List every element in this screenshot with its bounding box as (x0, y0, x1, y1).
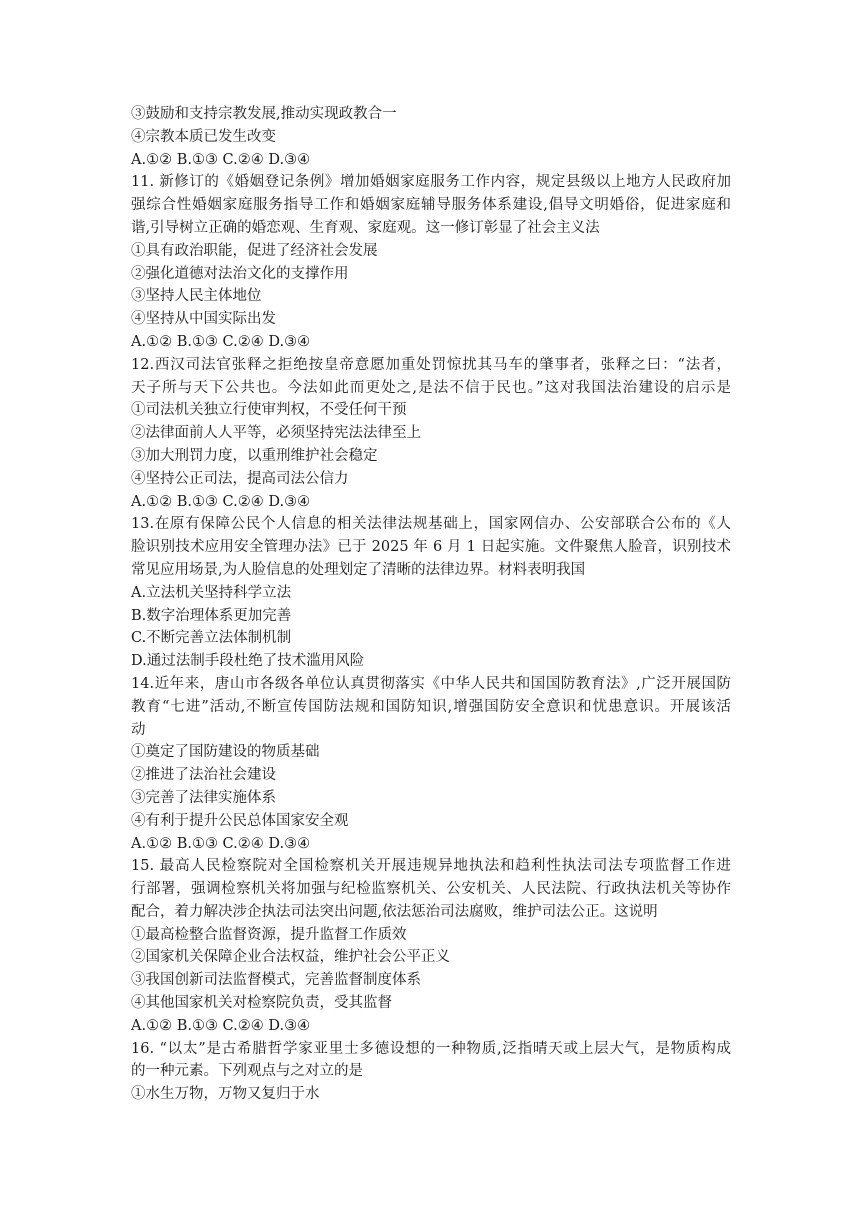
text-line: ④有利于提升公民总体国家安全观 (131, 812, 349, 829)
text-line: ②法律面前人人平等，必须坚持宪法法律至上 (131, 425, 421, 442)
text-line: ①奠定了国防建设的物质基础 (131, 744, 320, 761)
text-line: 常见应用场景,为人脸信息的处理划定了清晰的法律边界。材料表明我国 (131, 561, 586, 578)
text-line: ②国家机关保障企业合法权益，维护社会公平正义 (131, 949, 450, 966)
text-line: C.不断完善立法体制机制 (131, 630, 292, 647)
text-line: ③完善了法律实施体系 (131, 789, 276, 806)
text-line: ①司法机关独立行使审判权，不受任何干预 (131, 402, 407, 419)
text-line: 12.西汉司法官张释之拒绝按皇帝意愿加重处罚惊扰其马车的肇事者，张释之曰：“法者， (131, 356, 731, 373)
document-page (131, 103, 731, 1106)
text-line: A.立法机关坚持科学立法 (131, 584, 292, 601)
text-line: 14.近年来，唐山市各级各单位认真贯彻落实《中华人民共和国国防教育法》,广泛开展国防 (131, 675, 731, 692)
text-line: ③坚持人民主体地位 (131, 288, 262, 305)
text-line: 15. 最高人民检察院对全国检察机关开展违规异地执法和趋利性执法司法专项监督工作进 (131, 858, 731, 875)
text-line: ④其他国家机关对检察院负责，受其监督 (131, 995, 392, 1012)
text-line: ①水生万物，万物又复归于水 (131, 1086, 320, 1103)
text-line: 行部署，强调检察机关将加强与纪检监察机关、公安机关、人民法院、行政执法机关等协作 (131, 881, 731, 898)
text-line: 动 (131, 721, 146, 738)
text-line: 教育“七进”活动,不断宣传国防法规和国防知识,增强国防安全意识和忧患意识。开展该活 (131, 698, 731, 715)
text-line: ④坚持从中国实际出发 (131, 311, 276, 328)
text-line: 16. “以太”是古希腊哲学家亚里士多德设想的一种物质,泛指晴天或上层大气，是物质构成 (131, 1040, 731, 1057)
text-line: 脸识别技术应用安全管理办法》已于 2025 年 6 月 1 日起实施。文件聚焦人脸音，识别技术 (131, 539, 731, 556)
text-line: ④坚持公正司法，提高司法公信力 (131, 470, 349, 487)
text-line: ②强化道德对法治文化的支撑作用 (131, 265, 349, 282)
text-line: 11. 新修订的《婚姻登记条例》增加婚姻家庭服务工作内容，规定县级以上地方人民政府加 (131, 174, 731, 191)
text-line: ③我国创新司法监督模式，完善监督制度体系 (131, 972, 421, 989)
text-line: 的一种元素。下列观点与之对立的是 (131, 1063, 363, 1080)
text-line: A.①② B.①③ C.②④ D.③④ (131, 493, 311, 510)
text-line: A.①② B.①③ C.②④ D.③④ (131, 1017, 311, 1034)
text-line: ④宗教本质已发生改变 (131, 128, 276, 145)
text-line: 强综合性婚姻家庭服务指导工作和婚姻家庭辅导服务体系建设,倡导文明婚俗，促进家庭和 (131, 197, 731, 214)
text-line: B.数字治理体系更加完善 (131, 607, 292, 624)
text-line: 配合，着力解决涉企执法司法突出问题,依法惩治司法腐败，维护司法公正。这说明 (131, 903, 658, 920)
text-line: ①最高检整合监督资源，提升监督工作质效 (131, 926, 407, 943)
text-line: 天子所与天下公共也。今法如此而更处之,是法不信于民也。”这对我国法治建设的启示是 (131, 379, 731, 396)
text-line: A.①② B.①③ C.②④ D.③④ (131, 333, 311, 350)
text-line: A.①② B.①③ C.②④ D.③④ (131, 835, 311, 852)
text-line: D.通过法制手段杜绝了技术滥用风险 (131, 653, 365, 670)
text-line: ②推进了法治社会建设 (131, 767, 276, 784)
text-line: A.①② B.①③ C.②④ D.③④ (131, 151, 311, 168)
text-line: 13.在原有保障公民个人信息的相关法律法规基础上，国家网信办、公安部联合公布的《人 (131, 516, 731, 533)
text-line: ③加大刑罚力度，以重刑维护社会稳定 (131, 447, 378, 464)
text-line: 谐,引导树立正确的婚恋观、生育观、家庭观。这一修订彰显了社会主义法 (131, 219, 600, 236)
text-line: ①具有政治职能，促进了经济社会发展 (131, 242, 378, 259)
text-line: ③鼓励和支持宗教发展,推动实现政教合一 (131, 106, 397, 122)
